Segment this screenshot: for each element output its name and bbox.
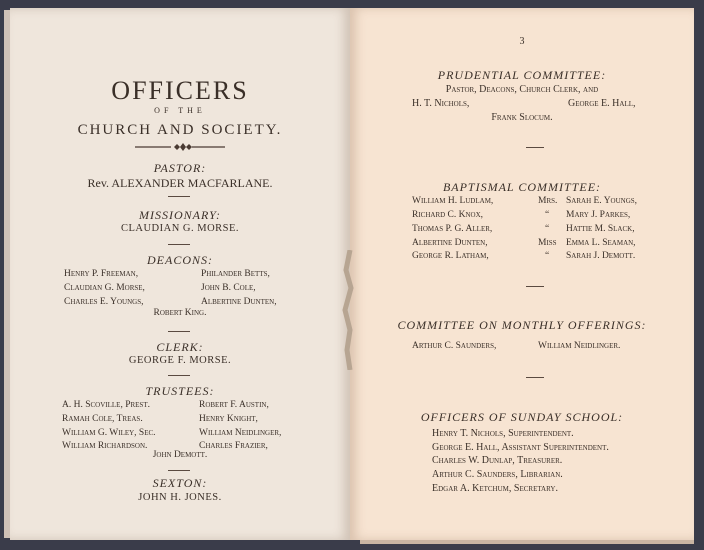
missionary-heading: MISSIONARY: [139,208,221,222]
baptismal-member: Richard C. Knox, [412,210,484,220]
prudential-member: H. T. Nichols, [412,98,470,109]
trustees-heading: TRUSTEES: [145,384,215,398]
torn-binding-icon [338,250,358,370]
ornament-icon [10,142,350,155]
trustee-name: Ramah Cole, Treas. [62,414,143,424]
sunday-school-officer: Arthur C. Saunders, Librarian. [432,469,563,480]
clerk-name: GEORGE F. MORSE. [128,355,232,366]
officers-title: OFFICERS [111,76,249,105]
sunday-school-officer: Henry T. Nichols, Superintendent. [432,428,574,439]
baptismal-member: William H. Ludlam, [412,196,494,206]
divider [168,375,190,376]
divider [526,147,544,148]
divider [168,470,190,471]
monthly-member: William Neidlinger. [538,341,621,351]
prudential-members: Pastor, Deacons, Church Clerk, and [445,84,599,95]
page-number: 3 [519,36,525,47]
prudential-member: Frank Slocum. [491,112,553,123]
sexton-name: JOHN H. JONES. [138,492,222,503]
deacon-name: Robert King. [153,308,207,318]
sunday-school-officer: Edgar A. Ketchum, Secretary. [432,483,558,494]
baptismal-heading: BAPTISMAL COMMITTEE: [442,180,602,194]
divider [168,196,190,197]
deacons-heading: DEACONS: [147,253,213,267]
trustee-name: Robert F. Austin, [199,400,269,410]
baptismal-member: Albertine Dunten, [412,238,488,248]
baptismal-member: Sarah E. Youngs, [566,196,638,206]
baptismal-prefix: Mrs. [538,196,558,206]
divider [526,286,544,287]
monthly-heading: COMMITTEE ON MONTHLY OFFERINGS: [397,318,647,332]
trustee-name: Henry Knight, [199,414,258,424]
missionary-name: CLAUDIAN G. MORSE. [120,223,240,234]
left-page [10,8,350,540]
deacon-name: Charles E. Youngs, [64,297,144,307]
church-society-heading: CHURCH AND SOCIETY. [77,122,283,138]
deacon-name: Albertine Dunten, [201,297,277,307]
trustee-name: Charles Frazier, [199,441,268,451]
divider [526,377,544,378]
trustee-name: William G. Wiley, Sec. [62,428,156,438]
baptismal-member: Hattie M. Slack, [566,224,635,234]
baptismal-prefix: Miss [538,238,557,248]
page-edge [360,540,694,544]
baptismal-member: Mary J. Parkes, [566,210,631,220]
baptismal-member: George R. Latham, [412,251,489,261]
prudential-member: George E. Hall, [568,98,636,109]
trustee-name: William Neidlinger, [199,428,282,438]
trustee-name: William Richardson. [62,441,148,451]
baptismal-member: Emma L. Seaman, [566,238,636,248]
deacon-name: Philander Betts, [201,269,270,279]
sunday-school-officer: George E. Hall, Assistant Superintendent. [432,442,609,453]
divider [168,244,190,245]
deacon-name: Henry P. Freeman, [64,269,139,279]
deacon-name: Claudian G. Morse, [64,283,145,293]
pastor-name: Rev. ALEXANDER MACFARLANE. [87,176,273,190]
baptismal-prefix: “ [545,251,550,261]
right-page [350,8,694,540]
prudential-heading: PRUDENTIAL COMMITTEE: [437,68,607,82]
baptismal-prefix: “ [545,224,550,234]
monthly-member: Arthur C. Saunders, [412,341,497,351]
trustee-name: A. H. Scoville, Prest. [62,400,150,410]
baptismal-prefix: “ [545,210,550,220]
clerk-heading: CLERK: [156,340,204,354]
baptismal-member: Thomas P. G. Aller, [412,224,493,234]
sunday-school-officer: Charles W. Dunlap, Treasurer. [432,455,563,466]
sexton-heading: SEXTON: [152,476,208,490]
of-the-label: OF THE [154,106,206,115]
deacon-name: John B. Cole, [201,283,256,293]
trustee-name: John Demott. [152,450,208,460]
divider [168,331,190,332]
baptismal-member: Sarah J. Demott. [566,251,636,261]
sunday-school-heading: OFFICERS OF SUNDAY SCHOOL: [420,410,624,424]
pastor-heading: PASTOR: [153,161,207,175]
